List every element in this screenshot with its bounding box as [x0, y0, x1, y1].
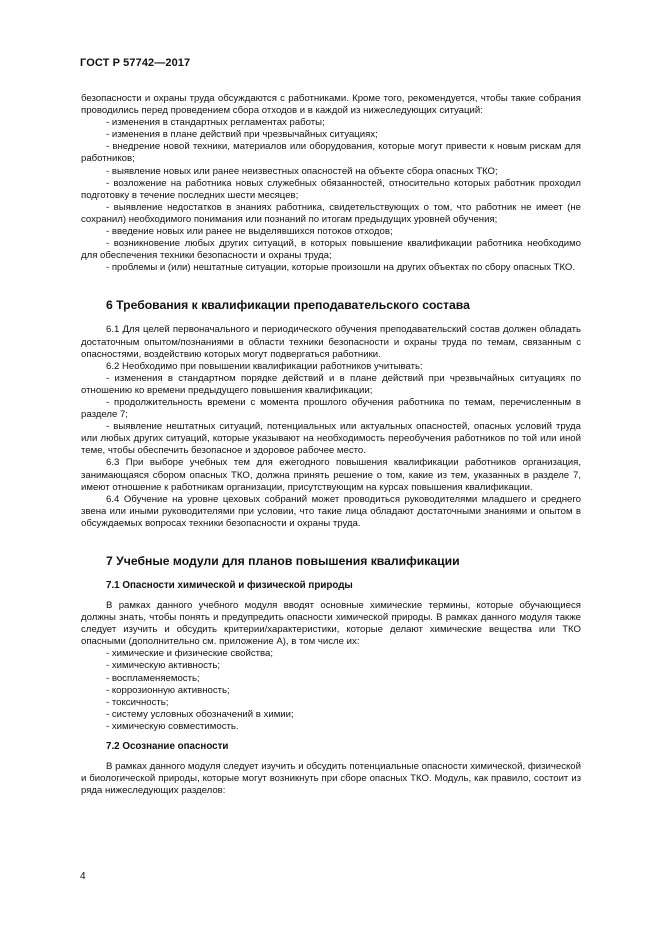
list-item: - проблемы и (или) нештатные ситуации, которые произошли на других объектах по сбору опасных ТКО.	[106, 262, 576, 274]
list-item: - химическую активность;	[106, 660, 221, 672]
list-item: - систему условных обозначений в химии;	[106, 708, 294, 720]
list-item: - выявление недостатков в знаниях работника, свидетельствующих о том, что работник не имеет (не сохранил) необходимого понимания или познаний по итогам предыдущих уровней обучения;	[81, 201, 581, 225]
list-item: - введение новых или ранее не выделявшихся потоков отходов;	[106, 226, 393, 238]
list-item: - продолжительность времени с момента прошлого обучения работника по темам, перечисленным в разделе 7;	[81, 396, 581, 421]
section-6-heading: 6 Требования к квалификации преподавательского состава	[106, 298, 470, 313]
list-item: - внедрение новой техники, материалов или оборудования, которые могут привести к новым рискам для работников;	[81, 141, 581, 165]
list-item: - изменения в плане действий при чрезвычайных ситуациях;	[106, 129, 378, 141]
paragraph-6-2: 6.2 Необходимо при повышении квалификации работников учитывать:	[106, 360, 423, 372]
paragraph-6-1: 6.1 Для целей первоначального и периодического обучения преподавательский состав должен обладать достаточным опытом/познаниями в области техники безопасности и охраны труда по темам, связанным с опасностями, воздействию которых могут подвергаться работники.	[81, 324, 581, 360]
list-item: - токсичность;	[106, 696, 169, 708]
list-item: - воспламеняемость;	[106, 672, 200, 684]
list-item: - изменения в стандартных регламентах работы;	[106, 117, 325, 129]
document-code: ГОСТ Р 57742—2017	[80, 57, 191, 69]
list-item: - выявление нештатных ситуаций, потенциальных или актуальных опасностей, опасных условий труда или любых других ситуаций, которые указывают на необходимость переобучения работников по той или иной теме, чтобы обеспечить безопасное и здоровое рабочее место.	[81, 421, 581, 457]
list-item: - возложение на работника новых служебных обязанностей, относительно которых работник проходил подготовку в течение последних шести месяцев;	[81, 177, 581, 201]
paragraph-7-1: В рамках данного учебного модуля вводят основные химические термины, которые обучающиеся должны знать, чтобы понять и предупредить опасности химической природы. В рамках данного модуля также следует изучить и обсудить критерии/характеристики, которые делают химические вещества или ТКО опасными (дополнительно см. приложение А), в том числе их:	[81, 600, 581, 648]
list-item: - изменения в стандартном порядке действий и в плане действий при чрезвычайных ситуациях по отношению ко времени предыдущего повышения квалификации;	[81, 372, 581, 396]
section-7-heading: 7 Учебные модули для планов повышения квалификации	[106, 554, 460, 568]
intro-paragraph: безопасности и охраны труда обсуждаются с работниками. Кроме того, рекомендуется, чтобы такие собрания проводились перед проведением сбора отходов и в каждой из нижеследующих ситуаций:	[81, 93, 581, 117]
list-item: - химические и физические свойства;	[106, 648, 274, 660]
list-item: - коррозионную активность;	[106, 684, 230, 696]
subsection-7-2-heading: 7.2 Осознание опасности	[106, 741, 229, 753]
paragraph-6-4: 6.4 Обучение на уровне цеховых собраний может проводиться руководителями младшего и среднего звена или иными руководителями при условии, что такие лица обладают достаточными знаниями и опытом в обсуждаемых вопросах техники безопасности и охраны труда.	[81, 493, 581, 529]
page-number: 4	[80, 871, 86, 882]
page-content	[81, 93, 581, 797]
paragraph-7-2: В рамках данного модуля следует изучить и обсудить потенциальные опасности химической, физической и биологической природы, которые могут возникнуть при сборе опасных ТКО. Модуль, как правило, состоит из ряда нижеследующих разделов:	[81, 761, 581, 797]
paragraph-6-3: 6.3 При выборе учебных тем для ежегодного повышения квалификации работников организация, занимающаяся сбором опасных ТКО, должна принять решение о том, какие из тем, указанных в разделе 7, имеют отношение к работникам организации, присутствующим на курсах повышения квалификации.	[81, 457, 581, 493]
list-item: - химическую совместимость.	[106, 720, 239, 732]
list-item: - выявление новых или ранее неизвестных опасностей на объекте сбора опасных ТКО;	[106, 165, 498, 177]
subsection-7-1-heading: 7.1 Опасности химической и физической природы	[106, 580, 353, 591]
list-item: - возникновение любых других ситуаций, в которых повышение квалификации работника необходимо для обеспечения техники безопасности и охраны труда;	[81, 238, 581, 262]
